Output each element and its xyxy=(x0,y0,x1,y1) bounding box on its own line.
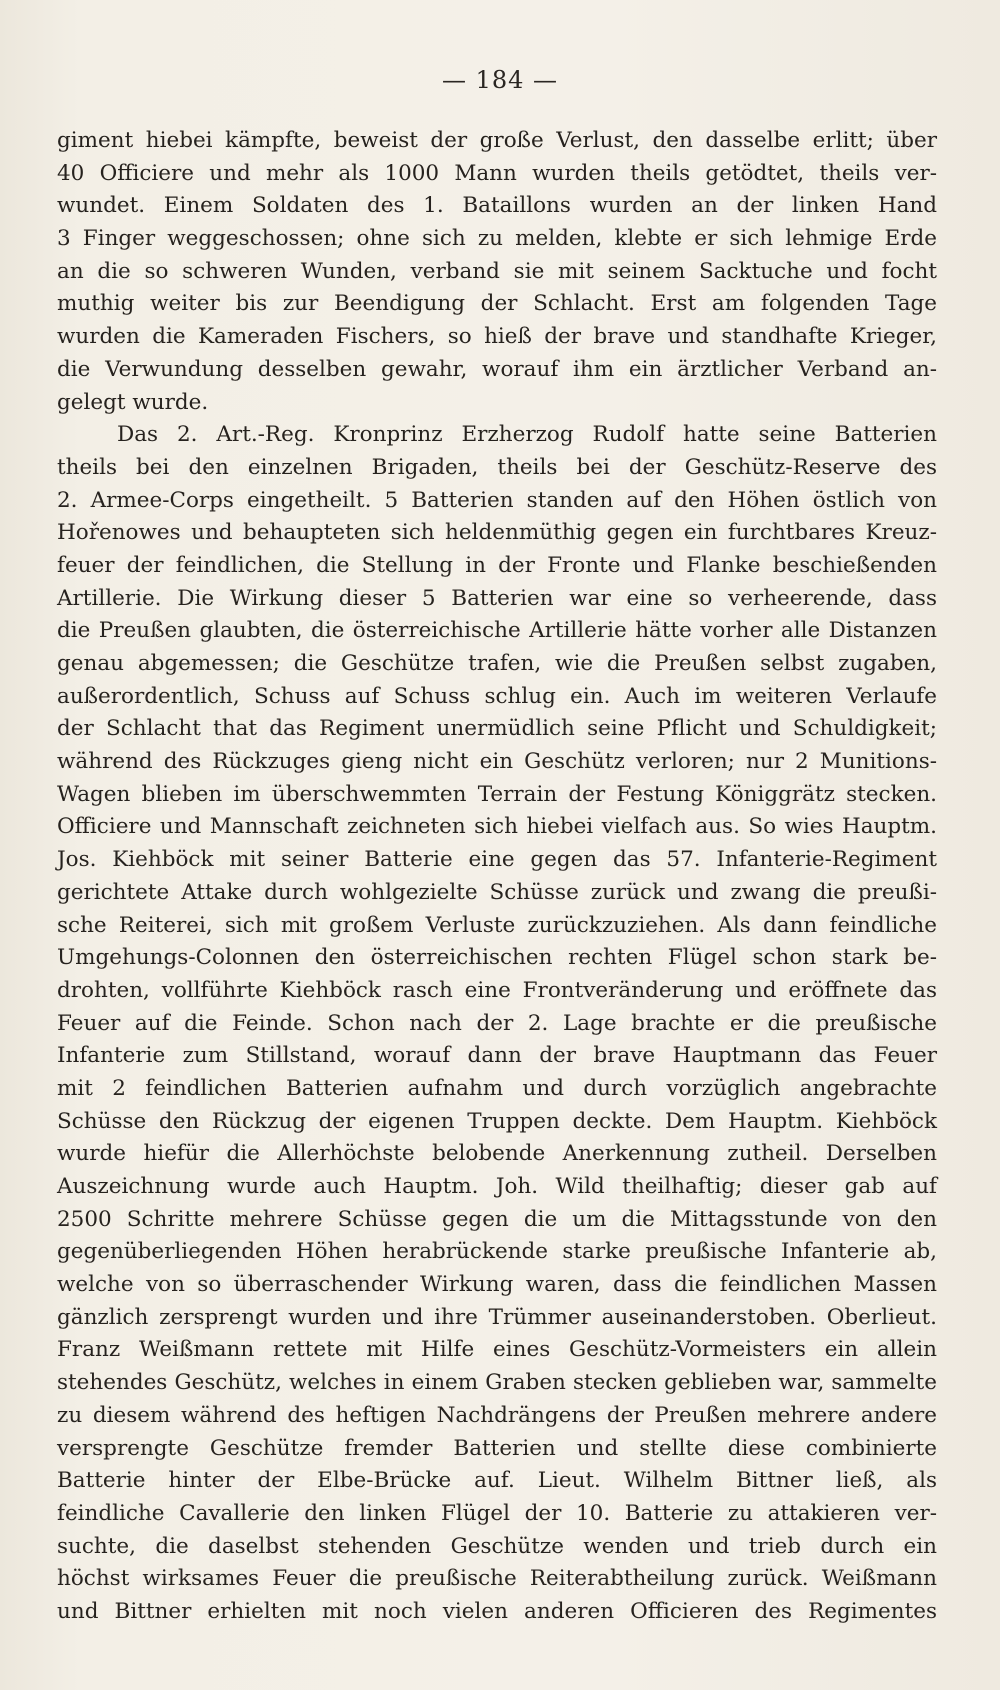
text-line: genau abgemessen; die Geschütze trafen, wie die Preußen selbst zugaben, xyxy=(57,651,937,676)
text-line: 2500 Schritte mehrere Schüsse gegen die um die Mittagsstunde von den xyxy=(57,1206,937,1232)
page-number: — 184 — xyxy=(441,66,559,94)
text-line: Umgehungs-Colonnen den österreichischen rechten Flügel schon stark be- xyxy=(57,945,937,971)
text-line: während des Rückzuges gieng nicht ein Geschütz verloren; nur 2 Munitions- xyxy=(57,749,937,775)
text-line: gelegt wurde. xyxy=(57,389,209,415)
text-line: Franz Weißmann rettete mit Hilfe eines Geschütz-Vormeisters ein allein xyxy=(57,1337,937,1363)
text-line: Schüsse den Rückzug der eigenen Truppen deckte. Dem Hauptm. Kiehböck xyxy=(57,1108,937,1134)
text-line: zu diesem während des heftigen Nachdrängens der Preußen mehrere andere xyxy=(57,1402,937,1428)
text-line: außerordentlich, Schuss auf Schuss schlug ein. Auch im weiteren Verlaufe xyxy=(57,683,937,709)
text-line: gegenüberliegenden Höhen herabrückende starke preußische Infanterie ab, xyxy=(57,1239,937,1265)
text-line: sche Reiterei, sich mit großem Verluste zurückzuziehen. Als dann feindliche xyxy=(57,912,937,938)
text-line: gerichtete Attake durch wohlgezielte Schüsse zurück und zwang die preußi- xyxy=(57,879,937,905)
text-line: und Bittner erhielten mit noch vielen anderen Officieren des Regimentes xyxy=(57,1598,937,1624)
text-line: wurden die Kameraden Fischers, so hieß der brave und standhafte Krieger, xyxy=(57,324,937,350)
text-line: Batterie hinter der Elbe-Brücke auf. Lieut. Wilhelm Bittner ließ, als xyxy=(57,1468,937,1494)
text-line: Wagen blieben im überschwemmten Terrain der Festung Königgrätz stecken. xyxy=(57,781,937,807)
text-line: feuer der feindlichen, die Stellung in der Fronte und Flanke beschießenden xyxy=(57,552,937,578)
text-line: Das 2. Art.-Reg. Kronprinz Erzherzog Rudolf hatte seine Batterien xyxy=(117,422,937,448)
text-line: die Verwundung desselben gewahr, worauf ihm ein ärztlicher Verband an- xyxy=(57,356,937,382)
text-line: muthig weiter bis zur Beendigung der Schlacht. Erst am folgenden Tage xyxy=(57,291,937,317)
text-line: wundet. Einem Soldaten des 1. Bataillons wurden an der linken Hand xyxy=(57,193,937,219)
text-line: 40 Officiere und mehr als 1000 Mann wurden theils getödtet, theils ver- xyxy=(57,160,937,186)
text-line: stehendes Geschütz, welches in einem Graben stecken geblieben war, sammelte xyxy=(57,1370,937,1396)
text-line: an die so schweren Wunden, verband sie mit seinem Sacktuche und focht xyxy=(57,258,937,284)
body-text xyxy=(57,125,937,1629)
text-line: 3 Finger weggeschossen; ohne sich zu melden, klebte er sich lehmige Erde xyxy=(57,226,937,252)
text-line: mit 2 feindlichen Batterien aufnahm und durch vorzüglich angebrachte xyxy=(57,1075,937,1101)
text-line: der Schlacht that das Regiment unermüdlich seine Pflicht und Schuldigkeit; xyxy=(57,716,937,742)
text-line: suchte, die daselbst stehenden Geschütze wenden und trieb durch ein xyxy=(57,1533,937,1559)
text-line: wurde hiefür die Allerhöchste belobende Anerkennung zutheil. Derselben xyxy=(57,1141,937,1167)
text-line: Feuer auf die Feinde. Schon nach der 2. Lage brachte er die preußische xyxy=(57,1010,937,1036)
text-line: Artillerie. Die Wirkung dieser 5 Batterien war eine so verheerende, dass xyxy=(57,585,937,611)
text-line: welche von so überraschender Wirkung waren, dass die feindlichen Massen xyxy=(57,1272,937,1298)
text-line: höchst wirksames Feuer die preußische Reiterabtheilung zurück. Weißmann xyxy=(57,1566,937,1592)
text-line: theils bei den einzelnen Brigaden, theils bei der Geschütz-Reserve des xyxy=(57,454,937,480)
text-line: giment hiebei kämpfte, beweist der große Verlust, den dasselbe erlitt; über xyxy=(57,128,937,153)
text-line: die Preußen glaubten, die österreichische Artillerie hätte vorher alle Distanzen xyxy=(57,618,937,644)
text-line: Infanterie zum Stillstand, worauf dann der brave Hauptmann das Feuer xyxy=(57,1043,937,1069)
text-line: versprengte Geschütze fremder Batterien und stellte diese combinierte xyxy=(57,1435,937,1461)
text-line: Officiere und Mannschaft zeichneten sich hiebei vielfach aus. So wies Hauptm. xyxy=(57,814,937,840)
text-line: gänzlich zersprengt wurden und ihre Trümmer auseinanderstoben. Oberlieut. xyxy=(57,1304,937,1330)
text-line: Jos. Kiehböck mit seiner Batterie eine gegen das 57. Infanterie-Regiment xyxy=(57,847,937,873)
text-line: 2. Armee-Corps eingetheilt. 5 Batterien standen auf den Höhen östlich von xyxy=(57,487,937,513)
text-line: Hořenowes und behaupteten sich heldenmüthig gegen ein furchtbares Kreuz- xyxy=(57,520,937,546)
text-line: Auszeichnung wurde auch Hauptm. Joh. Wild theilhaftig; dieser gab auf xyxy=(57,1174,937,1199)
text-line: feindliche Cavallerie den linken Flügel der 10. Batterie zu attakieren ver- xyxy=(57,1500,937,1526)
text-line: drohten, vollführte Kiehböck rasch eine Frontveränderung und eröffnete das xyxy=(57,977,937,1003)
